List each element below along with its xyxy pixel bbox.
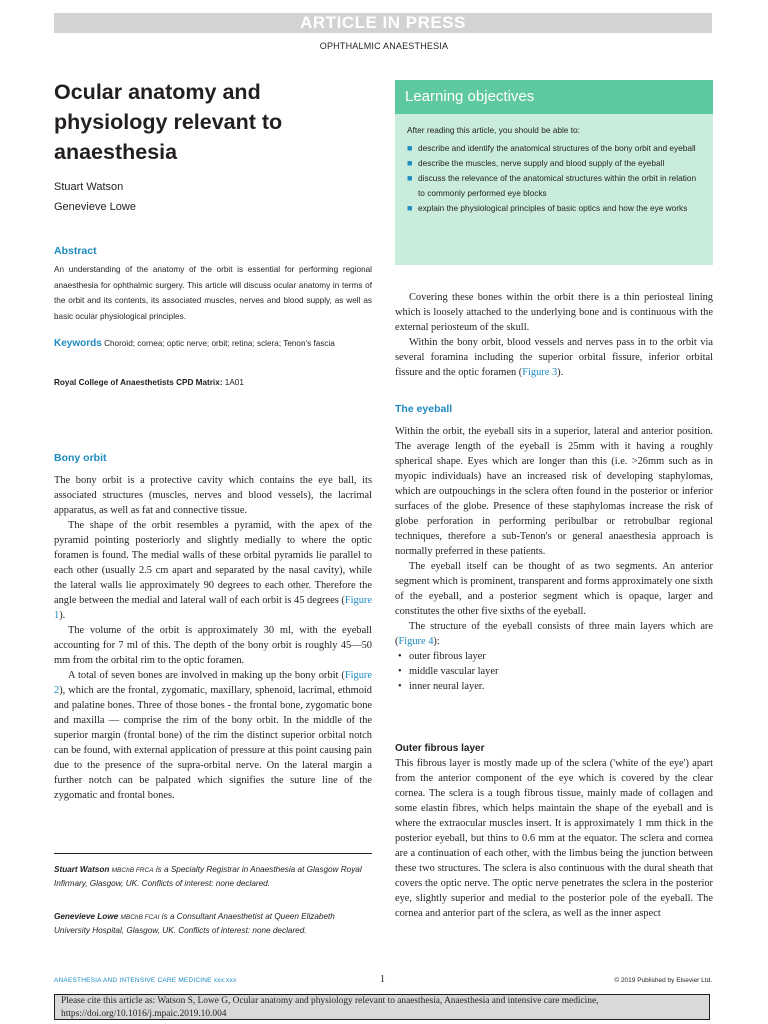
bullet-icon: ■ — [407, 158, 413, 168]
outer-fibrous-heading: Outer fibrous layer — [395, 743, 485, 754]
keywords-label: Keywords — [54, 338, 102, 349]
page-number: 1 — [380, 974, 385, 985]
bullet-icon: ■ — [407, 143, 413, 153]
abstract-heading: Abstract — [54, 245, 97, 257]
learning-objectives-list — [407, 141, 705, 216]
journal-name: ANAESTHESIA AND INTENSIVE CARE MEDICINE xxx:xxx — [54, 977, 237, 984]
article-title: Ocular anatomy and physiology relevant to anaesthesia — [54, 80, 283, 164]
list-item: ■ explain the physiological principles of basic optics and how the eye works — [407, 201, 705, 216]
list-item: ■ describe the muscles, nerve supply and blood supply of the eyeball — [407, 156, 705, 171]
learning-objectives-heading: Learning objectives — [395, 80, 713, 114]
list-item: • outer fibrous layer — [398, 651, 486, 662]
figure-1-link[interactable]: Figure 1 — [54, 595, 372, 621]
author-note-1: Stuart Watson MBChB FRCA is a Specialty Registrar in Anaesthesia at Glasgow Royal Infirmary, Glasgow, UK. Conflicts of interest: none declared. — [54, 865, 362, 888]
figure-4-link[interactable]: Figure 4 — [398, 636, 434, 647]
list-item: ■ describe and identify the anatomical structures of the bony orbit and eyeball — [407, 141, 705, 156]
citation-doi[interactable]: https://doi.org/10.1016/j.mpaic.2019.10.004 — [61, 1009, 227, 1019]
learning-objectives-box — [395, 80, 713, 265]
list-item: ■ discuss the relevance of the anatomical structures within the orbit in relation to commonly performed eye blocks — [407, 173, 697, 198]
abstract-text: An understanding of the anatomy of the orbit is essential for performing regional anaesthesia for ophthalmic surgery. This article will discuss ocular anatomy in terms of the orbit and its contents, its associated muscles, nerves and blood supply, as well as basic ocular physiological principles. — [54, 265, 372, 321]
author-1: Stuart Watson — [54, 181, 124, 193]
eyeball-heading: The eyeball — [395, 403, 453, 415]
list-item: • inner neural layer. — [398, 681, 485, 692]
learning-objectives-intro: After reading this article, you should be able to: — [407, 125, 580, 135]
paragraph: This fibrous layer is mostly made up of the sclera ('white of the eye') apart from the anterior component of the eye which is covered by the clear cornea. The sclera is a tough fibrous tissue, mainly made of collagen and some elastin fibres, which helps maintain the shape of the eyeball and is where the extraocular muscles insert. It is approximately 1 mm thick in the posterior eyeball, but thins to 0.6 mm at the equator. The sclera and cornea are a continuation of each other, with the limbus being the junction between these two structures. The sclera is also continuous with the dural sheath that covers the optic nerve. The optic nerve penetrates the sclera in the posterior eye, slightly superior and medial to the posterior pole of the eyeball. The cornea and anterior part of the sclera, as well as the inner aspect — [395, 758, 713, 919]
paragraph: The volume of the orbit is approximately 30 ml, with the eyeball accounting for 7 ml of this. The depth of the bony orbit is roughly 45—50 mm from the orbital rim to the optic foramen. — [54, 625, 372, 666]
keywords — [54, 337, 372, 352]
paragraph: Covering these bones within the orbit there is a thin periosteal lining which is loosely attached to the underlying bone and is continuous with the external periosteum of the skull. — [395, 292, 713, 333]
author-2: Genevieve Lowe — [54, 201, 136, 213]
bullet-icon: • — [398, 681, 402, 692]
paragraph: Within the orbit, the eyeball sits in a superior, lateral and anterior position. The average length of the eyeball is 25mm with it having a roughly spherical shape. Eyes which are longer than this (i.e. >26mm such as in myopic individuals) have an increased risk of developing staphylomas, which are outpouchings in the sclera often found in the posterior or inferior surfaces of the globe. Presence of these staphylomas increase the risk of globe perforation in performing peribulbar or retrobulbar regional techniques, therefore a sub-Tenon's or general anaesthesia approach is normally preferred in these patients. — [395, 426, 713, 557]
section-header: OPHTHALMIC ANAESTHESIA — [319, 41, 449, 51]
paragraph: The eyeball itself can be thought of as two segments. An anterior segment which is prominent, transparent and forms approximately one sixth of the eyeball, and a posterior segment which is opaque, larger and constitutes the other five sixths of the eyeball. — [395, 561, 713, 617]
list-item: • middle vascular layer — [398, 666, 499, 677]
paragraph: The shape of the orbit resembles a pyramid, with the apex of the pyramid pointing posteriorly and slightly medially to where the optic foramen is found. The medial walls of these orbital pyramids lie parallel to each other (usually 2.5 cm apart and separated by the nasal cavity), while the lateral walls lie approximately 90 degrees to each other. Therefore the angle between the medial and lateral wall of each orbit is 45 degrees (Figure 1). — [54, 520, 372, 621]
eye-layers-list — [395, 649, 713, 694]
cpd-label: Royal College of Anaesthetists CPD Matrix: — [54, 378, 223, 387]
bony-orbit-body — [54, 473, 372, 803]
citation-box — [54, 994, 710, 1020]
keywords-list: Choroid; cornea; optic nerve; orbit; retina; sclera; Tenon's fascia — [104, 339, 335, 348]
paragraph: A total of seven bones are involved in making up the bony orbit (Figure 2), which are the frontal, zygomatic, maxillary, sphenoid, lacrimal, ethmoid and palatine bones. Three of those bones - the frontal bone, zygomatic bone and maxilla — comprise the rim of the bony orbit. In the middle of the superior margin (frontal bone) of the rim the distinct superior orbital notch can be found, with external application of pressure at this point causing pain due to the presence of the supra-orbital nerve. On the lateral margin a further notch can be palpated which signifies the suture line of the zygomatic and frontal bones. — [54, 670, 372, 801]
outer-fibrous-body — [395, 756, 713, 921]
bullet-icon: • — [398, 666, 402, 677]
footnote-divider — [54, 853, 372, 854]
cpd-value: 1A01 — [224, 378, 244, 387]
figure-2-link[interactable]: Figure 2 — [54, 670, 372, 696]
eyeball-body — [395, 424, 713, 694]
paragraph: The structure of the eyeball consists of three main layers which are (Figure 4): — [395, 621, 713, 647]
bony-orbit-heading: Bony orbit — [54, 452, 107, 464]
periosteum-body — [395, 290, 713, 380]
author-note-2: Genevieve Lowe MBChB FCAI is a Consultant Anaesthetist at Queen Elizabeth University Hospital, Glasgow, UK. Conflicts of interest: none declared. — [54, 912, 335, 935]
paragraph: Within the bony orbit, blood vessels and nerves pass in to the orbit via several foramina including the superior orbital fissure, inferior orbital fissure and the optic foramen (Figure 3). — [395, 337, 713, 378]
bullet-icon: • — [398, 651, 402, 662]
article-in-press-banner: ARTICLE IN PRESS — [54, 13, 712, 33]
bullet-icon: ■ — [407, 173, 413, 183]
bullet-icon: ■ — [407, 203, 413, 213]
copyright: © 2019 Published by Elsevier Ltd. — [614, 977, 712, 984]
paragraph: The bony orbit is a protective cavity which contains the eye ball, its associated structures (muscles, nerves and blood vessels), the lacrimal apparatus, as well as fat and connective tissue. — [54, 475, 372, 516]
citation-line-1: Please cite this article as: Watson S, Lowe G, Ocular anatomy and physiology relevant to anaesthesia, Anaesthesia and intensive care medicine, — [61, 996, 599, 1006]
figure-3-link[interactable]: Figure 3 — [522, 367, 558, 378]
cpd-matrix — [54, 378, 244, 387]
